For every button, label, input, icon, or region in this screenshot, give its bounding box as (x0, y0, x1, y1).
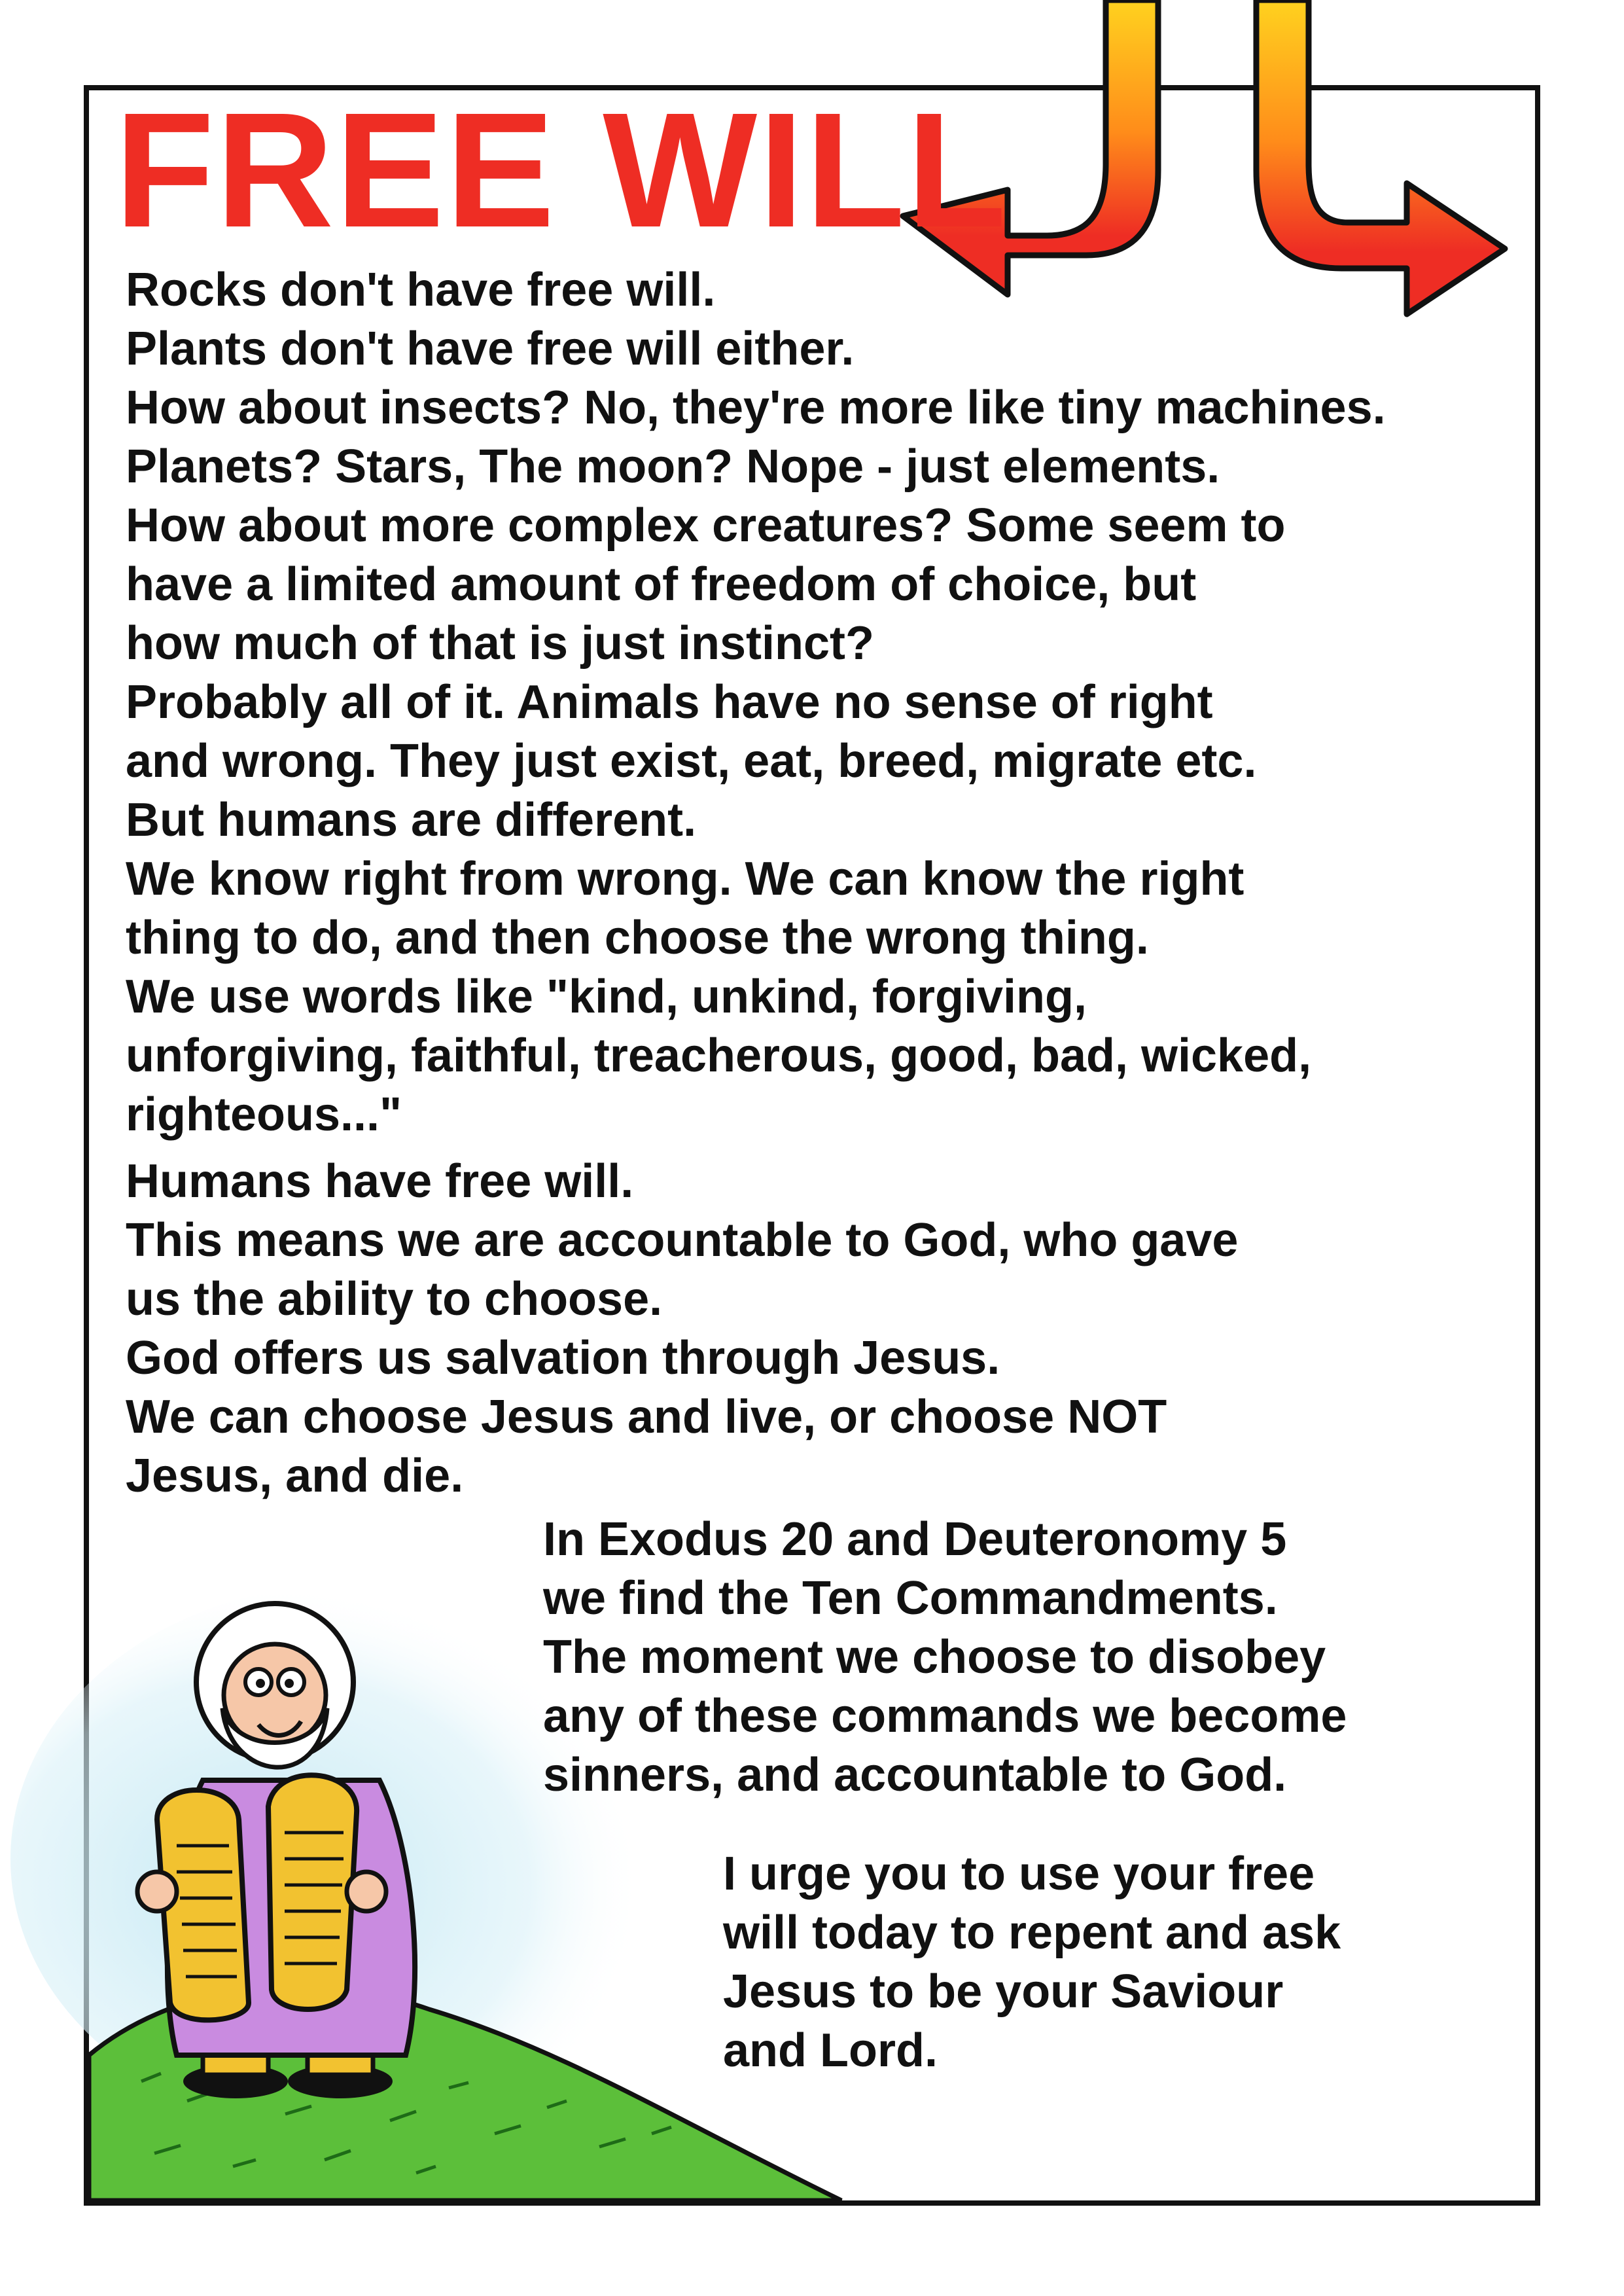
text-line: will today to repent and ask (723, 1907, 1341, 1959)
text-line: We use words like "kind, unkind, forgiving, (126, 971, 1087, 1023)
text-line: righteous..." (126, 1088, 402, 1141)
text-line: and Lord. (723, 2024, 938, 2077)
text-line: Jesus, and die. (126, 1450, 464, 1502)
text-line: But humans are different. (126, 794, 697, 846)
paragraph-call-to-action (723, 1844, 1341, 2080)
text-line: Probably all of it. Animals have no sense of right (126, 676, 1213, 728)
text-line: This means we are accountable to God, who gave (126, 1214, 1239, 1266)
text-line: I urge you to use your free (723, 1848, 1315, 1900)
text-line: and wrong. They just exist, eat, breed, migrate etc. (126, 735, 1257, 787)
text-line: In Exodus 20 and Deuteronomy 5 (543, 1513, 1287, 1566)
text-line: sinners, and accountable to God. (543, 1749, 1287, 1801)
text-line: we find the Ten Commandments. (543, 1572, 1278, 1624)
page-title: FREE WILL (115, 79, 1008, 261)
text-line: How about more complex creatures? Some seem to (126, 499, 1286, 552)
text-line: We can choose Jesus and live, or choose NOT (126, 1391, 1167, 1443)
text-line: how much of that is just instinct? (126, 617, 874, 670)
text-line: The moment we choose to disobey (543, 1631, 1326, 1683)
text-line: Planets? Stars, The moon? Nope - just elements. (126, 440, 1220, 493)
text-line: Humans have free will. (126, 1155, 634, 1208)
paragraph-free-will (126, 1152, 1238, 1505)
text-line: thing to do, and then choose the wrong thing. (126, 912, 1149, 964)
text-line: Jesus to be your Saviour (723, 1965, 1284, 2018)
text-line: have a limited amount of freedom of choice, but (126, 558, 1197, 611)
text-line: unforgiving, faithful, treacherous, good, bad, wicked, (126, 1030, 1312, 1082)
text-line: Plants don't have free will either. (126, 323, 855, 375)
text-line: God offers us salvation through Jesus. (126, 1332, 1000, 1384)
text-line: us the ability to choose. (126, 1273, 663, 1325)
moses-figure (118, 1584, 484, 2121)
text-line: How about insects? No, they're more like tiny machines. (126, 382, 1386, 434)
paragraph-commandments (543, 1510, 1347, 1804)
text-line: We know right from wrong. We can know the right (126, 853, 1244, 905)
text-line: Rocks don't have free will. (126, 264, 716, 316)
paragraph-intro (126, 260, 1386, 1144)
text-line: any of these commands we become (543, 1690, 1347, 1742)
